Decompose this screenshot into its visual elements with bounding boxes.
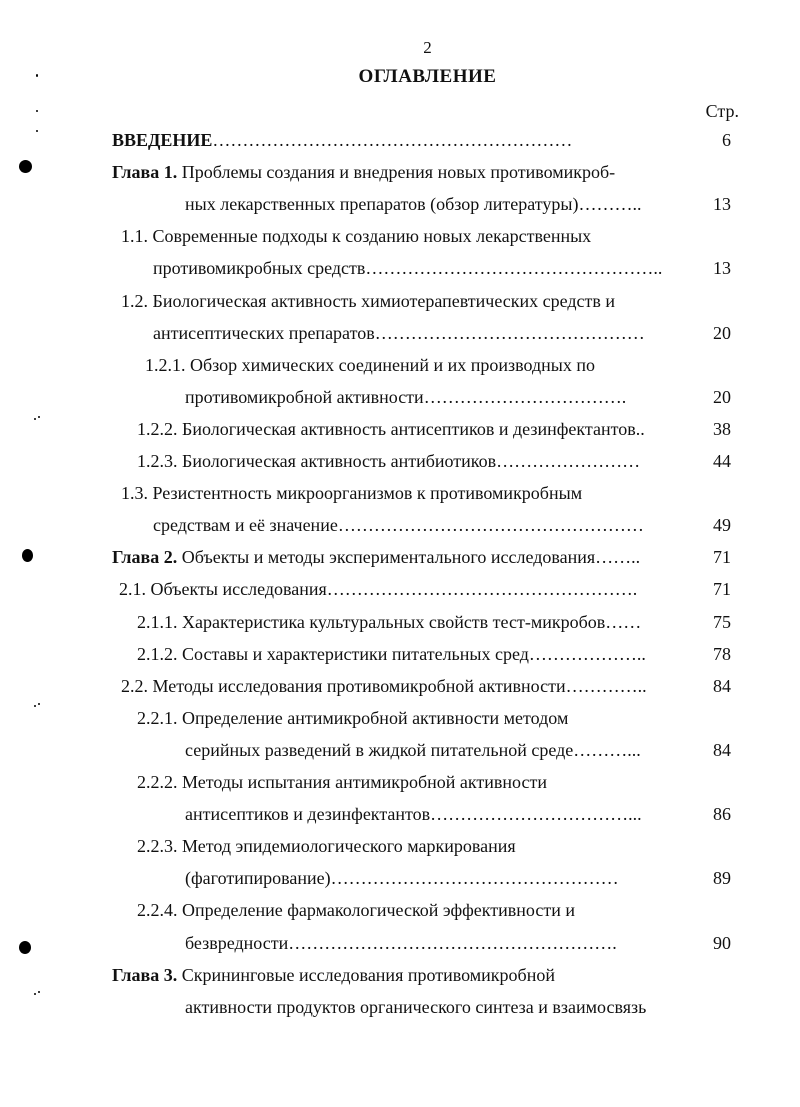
toc-entry-leader: ……………………………………………. [326, 579, 638, 599]
toc-entry-page: 49 [713, 515, 731, 535]
toc-entry-page: 13 [713, 258, 731, 278]
toc-entry-text: ных лекарственных препаратов (обзор литературы) [185, 194, 579, 214]
toc-entry-text: 2.2.4. Определение фармакологической эффективности и [137, 900, 575, 920]
toc-entry-leader: …….. [595, 547, 641, 567]
toc-entry [185, 866, 690, 890]
page-column-header: Стр. [705, 101, 739, 121]
scan-mark [34, 993, 36, 995]
page-number: 2 [423, 38, 432, 57]
toc-entry-text: 1.2.2. Биологическая активность антисептиков и дезинфектантов.. [137, 419, 645, 439]
toc-entry [137, 706, 690, 730]
toc-entry-text: 1.3. Резистентность микроорганизмов к противомикробным [121, 483, 583, 503]
toc-entry-text: средствам и её значение [153, 515, 338, 535]
toc-entry-page: 71 [713, 579, 731, 599]
toc-entry-text: 2.1.2. Составы и характеристики питательных сред [137, 644, 529, 664]
toc-entry-leader: …………………………………………… [337, 515, 644, 535]
toc-entry-leader: ……………………………………… [374, 323, 645, 343]
toc-entry [137, 770, 690, 794]
toc-entry-label: Глава 1. [112, 162, 178, 182]
scan-mark [38, 991, 40, 993]
scan-mark [38, 703, 40, 705]
toc-entry-leader: ………………………………………….. [365, 258, 663, 278]
toc-entry-page: 38 [713, 419, 731, 439]
toc-entry [112, 160, 690, 184]
toc-entry [119, 577, 690, 601]
toc-entry-label: Глава 2. [112, 547, 178, 567]
toc-entry-page: 75 [713, 612, 731, 632]
toc-entry-text: Скрининговые исследования противомикробной [177, 965, 555, 985]
toc-entry [112, 545, 690, 569]
toc-entry [153, 321, 690, 345]
toc-entry-leader: …… [605, 612, 642, 632]
toc-entry-page: 84 [713, 676, 731, 696]
toc-entry-leader: ………….. [565, 676, 647, 696]
toc-entry-text: антисептических препаратов [153, 323, 375, 343]
toc-entry-page: 84 [713, 740, 731, 760]
toc-entry-leader: ………………………………………… [330, 868, 619, 888]
toc-entry-text: безвредности [185, 933, 289, 953]
toc-entry-page: 20 [713, 387, 731, 407]
toc-entry-text: (фаготипирование) [185, 868, 331, 888]
toc-entry [112, 963, 690, 987]
toc-entry [137, 898, 690, 922]
toc-entry-page: 20 [713, 323, 731, 343]
toc-entry [112, 128, 690, 152]
toc-entry [153, 513, 690, 537]
toc-entry-leader: ………... [573, 740, 641, 760]
toc-entry-text: 2.1. Объекты исследования [119, 579, 327, 599]
toc-entry [185, 995, 690, 1019]
toc-entry-page: 89 [713, 868, 731, 888]
toc-entry [121, 289, 690, 313]
toc-entry [185, 802, 690, 826]
scan-mark [36, 110, 38, 112]
toc-entry-page: 44 [713, 451, 731, 471]
toc-entry-page: 78 [713, 644, 731, 664]
toc-entry-page: 6 [722, 130, 731, 150]
toc-entry-text: Проблемы создания и внедрения новых противомикроб- [177, 162, 616, 182]
toc-entry-text: противомикробной активности [185, 387, 424, 407]
toc-entry-text: Объекты и методы экспериментального исследования [177, 547, 596, 567]
toc-entry-text: 2.2.1. Определение антимикробной активности методом [137, 708, 569, 728]
toc-entry-leader: ……….. [578, 194, 642, 214]
toc-entry [145, 353, 690, 377]
toc-entry-leader: ………………………………………………. [288, 933, 617, 953]
toc-entry [121, 674, 690, 698]
toc-entry-text: противомикробных средств [153, 258, 366, 278]
toc-entry-page: 86 [713, 804, 731, 824]
toc-entry-leader: ……………….. [528, 644, 646, 664]
toc-entry-page: 71 [713, 547, 731, 567]
scan-mark [19, 160, 32, 173]
toc-entry-text: серийных разведений в жидкой питательной среде [185, 740, 574, 760]
toc-entry-label: ВВЕДЕНИЕ [112, 130, 213, 150]
toc-entry [185, 931, 690, 955]
toc-entry-label: Глава 3. [112, 965, 178, 985]
toc-entry-text: 2.2. Методы исследования противомикробной активности [121, 676, 566, 696]
scan-mark [19, 941, 31, 954]
toc-entry [137, 642, 690, 666]
scan-mark [22, 549, 33, 562]
toc-entry [137, 610, 690, 634]
toc-entry-text: активности продуктов органического синтеза и взаимосвязь [185, 997, 647, 1017]
toc-entry-text: антисептиков и дезинфектантов [185, 804, 431, 824]
toc-entry-text: 1.2.3. Биологическая активность антибиотиков [137, 451, 497, 471]
toc-entry [121, 481, 690, 505]
toc-entry-text: 2.2.2. Методы испытания антимикробной активности [137, 772, 547, 792]
scan-mark [38, 416, 40, 418]
toc-entry-leader: ……………………………... [430, 804, 642, 824]
toc-entry-leader: …………………………………………………… [212, 130, 573, 150]
toc-entry-page: 90 [713, 933, 731, 953]
scan-mark [36, 74, 38, 77]
toc-entry [137, 417, 690, 441]
toc-entry [185, 385, 690, 409]
toc-entry-text: 1.1. Современные подходы к созданию новых лекарственных [121, 226, 592, 246]
toc-entry-page: 13 [713, 194, 731, 214]
toc-entry [153, 256, 690, 280]
toc-entry-text: 2.2.3. Метод эпидемиологического маркирования [137, 836, 516, 856]
toc-entry-leader: ……………………………. [423, 387, 627, 407]
toc-entry [137, 449, 690, 473]
toc-entry-text: 1.2. Биологическая активность химиотерапевтических средств и [121, 291, 616, 311]
toc-entry-leader: …………………… [496, 451, 641, 471]
scan-mark [34, 705, 36, 707]
scan-mark [34, 418, 36, 420]
toc-entry [121, 224, 690, 248]
toc-entry-text: 2.1.1. Характеристика культуральных свойств тест-микробов [137, 612, 606, 632]
scan-mark [36, 130, 38, 132]
page-title: ОГЛАВЛЕНИЕ [358, 66, 497, 87]
toc-entry-text: 1.2.1. Обзор химических соединений и их производных по [145, 355, 595, 375]
toc-entry [185, 192, 690, 216]
toc-entry [185, 738, 690, 762]
toc-entry [137, 834, 690, 858]
